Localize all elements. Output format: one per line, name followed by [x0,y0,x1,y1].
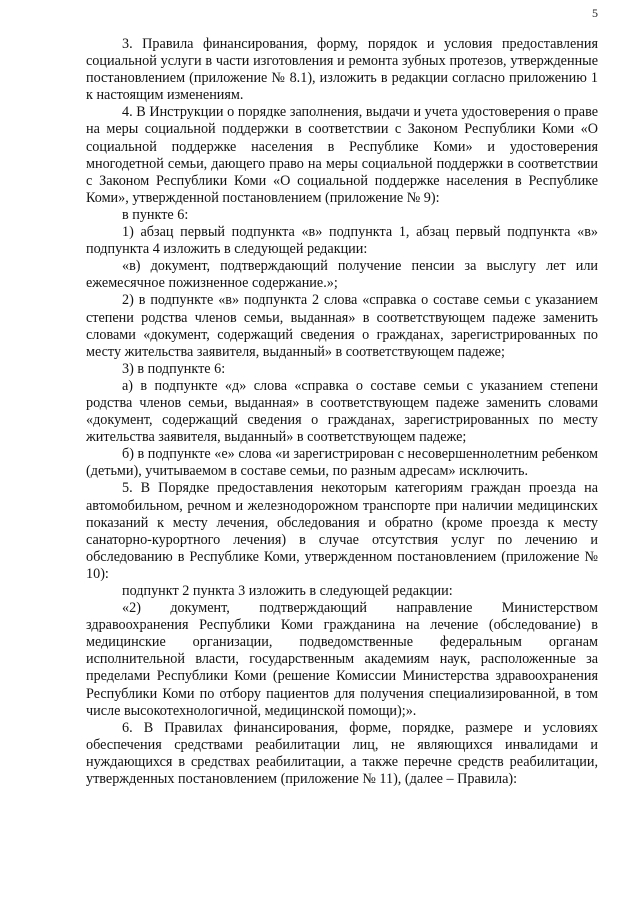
paragraph-item-6: 6. В Правилах финансирования, форме, порядке, размере и условиях обеспечения средствами реабилитации лиц, не являющихся инвалидами и нуждающихся в средствах реабилитации, а также перечне средств реабилитации, утвержденных постановлением (приложение № 11), (далее – Правила): [86,719,598,788]
paragraph-subitem-3b: б) в подпункте «е» слова «и зарегистрирован с несовершеннолетним ребенком (детьми), учитываемом в составе семьи, по разным адресам» исключить. [86,446,598,480]
paragraph-item-3: 3. Правила финансирования, форму, порядок и условия предоставления социальной услуги в части изготовления и ремонта зубных протезов, утвержденные постановлением (приложение № 8.1), изложить в редакции согласно приложению 1 к настоящим изменениям. [86,36,598,104]
document-body [86,36,598,788]
paragraph-subitem-3a: а) в подпункте «д» слова «справка о составе семьи с указанием степени родства членов семьи, выданная» в соответствующем падеже заменить словами «документ, содержащий сведения о гражданах, зарегистрированных по месту жительства заявителя, выданный» в соответствующем падеже; [86,377,598,446]
paragraph-subpoint-2: подпункт 2 пункта 3 изложить в следующей редакции: [122,583,453,599]
paragraph-subitem-3: 3) в подпункте 6: [122,360,226,377]
paragraph-item-5: 5. В Порядке предоставления некоторым категориям граждан проезда на автомобильном, речном и железнодорожном транспорте при наличии медицинских показаний к месту лечения, обследования и обратно (кроме проезда к месту санаторно-курортного лечения) в случае отсутствия услуг по лечению и обследованию в Республике Коми, утвержденном постановлением (приложение № 10): [86,480,598,582]
paragraph-quote-v: «в) документ, подтверждающий получение пенсии за выслугу лет или ежемесячное пожизненное содержание.»; [86,258,598,292]
paragraph-point-6: в пункте 6: [122,206,189,223]
paragraph-quote-2: «2) документ, подтверждающий направление Министерством здравоохранения Республики Коми гражданина на лечение (обследование) в медицинские организации, подведомственные федеральным органам исполнительной власти, государственным академиям наук, расположенные за пределами Республики Коми (решение Комиссии Министерства здравоохранения Республики Коми по отбору пациентов для получения специализированной, в том числе высокотехнологичной, медицинской помощи);». [86,600,598,719]
paragraph-subitem-1: 1) абзац первый подпункта «в» подпункта 1, абзац первый подпункта «в» подпункта 4 изложить в следующей редакции: [86,224,598,258]
paragraph-item-4: 4. В Инструкции о порядке заполнения, выдачи и учета удостоверения о праве на меры социальной поддержки в соответствии с Законом Республики Коми «О социальной поддержке населения в Республике Коми» и удостоверения многодетной семьи, дающего право на меры социальной поддержки в соответствии с Законом Республики Коми «О социальной поддержке населения в Республике Коми», утвержденной постановлением (приложение № 9): [86,104,598,206]
paragraph-subitem-2: 2) в подпункте «в» подпункта 2 слова «справка о составе семьи с указанием степени родства членов семьи, выданная» в соответствующем падеже заменить словами «документ, содержащий сведения о гражданах, зарегистрированных по месту жительства заявителя, выданный» в соответствующем падеже; [86,292,598,360]
page-number: 5 [592,6,598,20]
